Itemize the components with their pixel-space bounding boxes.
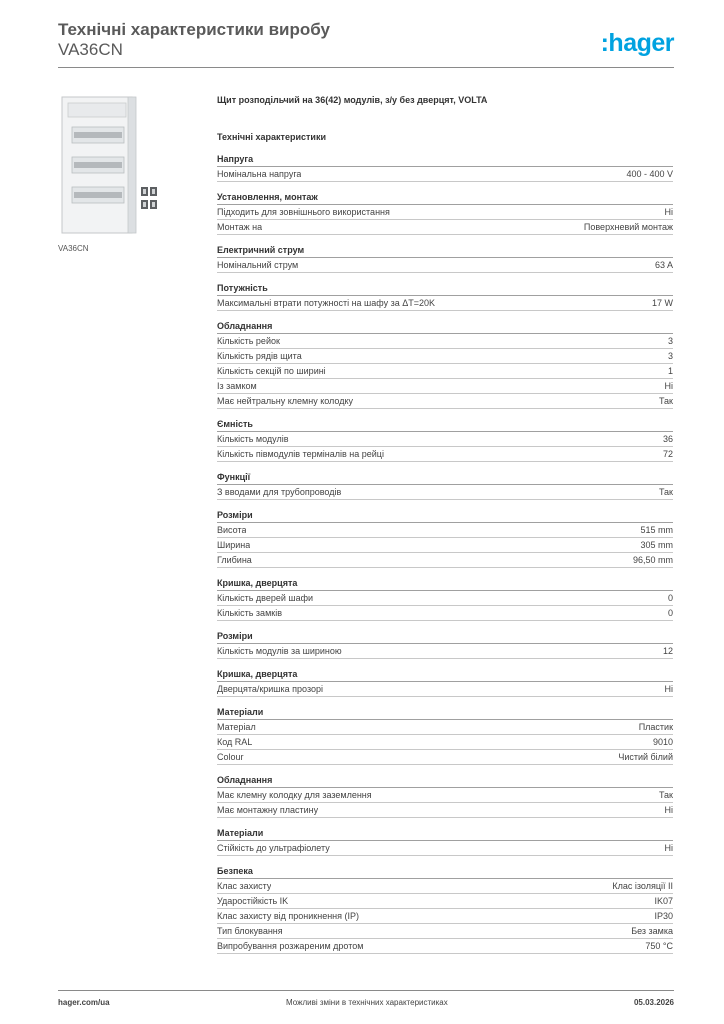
spec-label: Випробування розжареним дротом: [217, 941, 364, 951]
spec-row: [217, 682, 673, 697]
spec-row: [217, 364, 673, 379]
spec-row: [217, 167, 673, 182]
spec-value: Ні: [664, 843, 673, 853]
spec-row: [217, 349, 673, 364]
spec-label: Клас захисту від проникнення (IP): [217, 911, 360, 921]
spec-value: 0: [667, 593, 673, 603]
spec-group-title: Безпека: [217, 865, 673, 879]
spec-row: [217, 788, 673, 803]
spec-row: [217, 553, 673, 568]
spec-group: [217, 865, 673, 954]
spec-group: [217, 577, 673, 621]
spec-label: Клас захисту: [217, 881, 272, 891]
spec-label: Кількість модулів за шириною: [217, 646, 342, 656]
spec-group-title: Розміри: [217, 509, 673, 523]
spec-value: 36: [662, 434, 673, 444]
spec-value: Так: [658, 790, 673, 800]
spec-value: 1: [667, 366, 673, 376]
spec-row: [217, 296, 673, 311]
spec-label: Максимальні втрати потужності на шафу за ΔT=20K: [217, 298, 435, 308]
spec-row: [217, 720, 673, 735]
spec-group: [217, 153, 673, 182]
spec-group: [217, 706, 673, 765]
spec-row: [217, 894, 673, 909]
spec-value: 515 mm: [640, 525, 673, 535]
spec-label: Кількість замків: [217, 608, 282, 618]
footer-notice: Можливі зміни в технічних характеристиках: [286, 998, 448, 1007]
product-description: Щит розподільчий на 36(42) модулів, з/у без дверцят, VOLTA: [217, 95, 488, 105]
spec-label: Дверцята/кришка прозорі: [217, 684, 323, 694]
spec-group: [217, 774, 673, 818]
spec-value: Пластик: [638, 722, 673, 732]
spec-value: IP30: [654, 911, 673, 921]
spec-group: [217, 191, 673, 235]
spec-row: [217, 447, 673, 462]
spec-group-title: Кришка, дверцята: [217, 668, 673, 682]
spec-value: 72: [662, 449, 673, 459]
page-title: Технічні характеристики виробу: [58, 20, 330, 39]
spec-label: Із замком: [217, 381, 257, 391]
spec-group: [217, 668, 673, 697]
spec-label: Має монтажну пластину: [217, 805, 319, 815]
spec-value: Так: [658, 487, 673, 497]
spec-value: Ні: [664, 684, 673, 694]
spec-row: [217, 735, 673, 750]
spec-label: Colour: [217, 752, 244, 762]
spec-label: Висота: [217, 525, 247, 535]
spec-value: Клас ізоляції II: [612, 881, 673, 891]
spec-row: [217, 879, 673, 894]
spec-label: З вводами для трубопроводів: [217, 487, 342, 497]
spec-value: 305 mm: [640, 540, 673, 550]
spec-label: Номінальний струм: [217, 260, 299, 270]
spec-label: Монтаж на: [217, 222, 263, 232]
spec-row: [217, 538, 673, 553]
spec-row: [217, 220, 673, 235]
spec-label: Кількість дверей шафи: [217, 593, 314, 603]
spec-label: Кількість півмодулів терміналів на рейці: [217, 449, 384, 459]
spec-row: [217, 939, 673, 954]
spec-label: Кількість модулів: [217, 434, 289, 444]
spec-value: 63 A: [654, 260, 673, 270]
spec-group: [217, 509, 673, 568]
spec-label: Ширина: [217, 540, 251, 550]
spec-group: [217, 282, 673, 311]
spec-row: [217, 803, 673, 818]
spec-value: Без замка: [631, 926, 673, 936]
spec-value: Так: [658, 396, 673, 406]
spec-label: Тип блокування: [217, 926, 283, 936]
spec-row: [217, 258, 673, 273]
spec-row: [217, 644, 673, 659]
spec-group: [217, 320, 673, 409]
spec-row: [217, 485, 673, 500]
footer-divider: [58, 990, 674, 991]
spec-label: Має нейтральну клемну колодку: [217, 396, 353, 406]
spec-row: [217, 394, 673, 409]
spec-row: [217, 205, 673, 220]
spec-value: Ні: [664, 207, 673, 217]
spec-value: 400 - 400 V: [626, 169, 673, 179]
distribution-board-icon: [58, 93, 202, 237]
spec-group-title: Матеріали: [217, 706, 673, 720]
spec-group-title: Ємність: [217, 418, 673, 432]
header-divider: [58, 67, 674, 68]
spec-group-title: Обладнання: [217, 774, 673, 788]
spec-label: Стійкість до ультрафіолету: [217, 843, 330, 853]
spec-group: [217, 827, 673, 856]
page-header: [58, 20, 674, 66]
spec-label: Має клемну колодку для заземлення: [217, 790, 372, 800]
spec-value: 12: [662, 646, 673, 656]
image-caption: VA36CN: [58, 244, 89, 253]
spec-label: Кількість секцій по ширині: [217, 366, 326, 376]
spec-row: [217, 523, 673, 538]
spec-row: [217, 591, 673, 606]
spec-group-title: Напруга: [217, 153, 673, 167]
spec-row: [217, 750, 673, 765]
spec-group: [217, 244, 673, 273]
tech-heading: Технічні характеристики: [217, 132, 326, 142]
spec-value: 3: [667, 336, 673, 346]
spec-value: 750 °C: [645, 941, 673, 951]
spec-label: Ударостійкість IK: [217, 896, 289, 906]
spec-row: [217, 841, 673, 856]
spec-label: Глибина: [217, 555, 252, 565]
spec-value: Поверхневий монтаж: [583, 222, 673, 232]
spec-row: [217, 909, 673, 924]
spec-label: Код RAL: [217, 737, 253, 747]
spec-value: 96,50 mm: [632, 555, 673, 565]
footer-website: hager.com/ua: [58, 998, 110, 1007]
spec-value: 0: [667, 608, 673, 618]
spec-group: [217, 418, 673, 462]
spec-groups: [217, 153, 673, 954]
spec-label: Номінальна напруга: [217, 169, 302, 179]
spec-row: [217, 432, 673, 447]
spec-label: Кількість рейок: [217, 336, 280, 346]
spec-row: [217, 924, 673, 939]
spec-group-title: Електричний струм: [217, 244, 673, 258]
spec-content: [217, 93, 673, 963]
spec-label: Кількість рядів щита: [217, 351, 302, 361]
spec-value: Ні: [664, 381, 673, 391]
spec-value: IK07: [654, 896, 673, 906]
spec-label: Матеріал: [217, 722, 256, 732]
spec-group-title: Функції: [217, 471, 673, 485]
spec-group-title: Установлення, монтаж: [217, 191, 673, 205]
hager-logo: :hager: [600, 29, 674, 57]
spec-group-title: Обладнання: [217, 320, 673, 334]
spec-value: Ні: [664, 805, 673, 815]
spec-group-title: Матеріали: [217, 827, 673, 841]
spec-value: 17 W: [651, 298, 673, 308]
spec-group-title: Потужність: [217, 282, 673, 296]
spec-value: 3: [667, 351, 673, 361]
spec-row: [217, 379, 673, 394]
product-code: VA36CN: [58, 40, 123, 59]
spec-value: Чистий білий: [618, 752, 673, 762]
spec-group: [217, 471, 673, 500]
spec-group-title: Кришка, дверцята: [217, 577, 673, 591]
spec-row: [217, 606, 673, 621]
spec-label: Підходить для зовнішнього використання: [217, 207, 390, 217]
spec-value: 9010: [652, 737, 673, 747]
footer-date: 05.03.2026: [633, 998, 674, 1007]
spec-group: [217, 630, 673, 659]
spec-row: [217, 334, 673, 349]
spec-group-title: Розміри: [217, 630, 673, 644]
